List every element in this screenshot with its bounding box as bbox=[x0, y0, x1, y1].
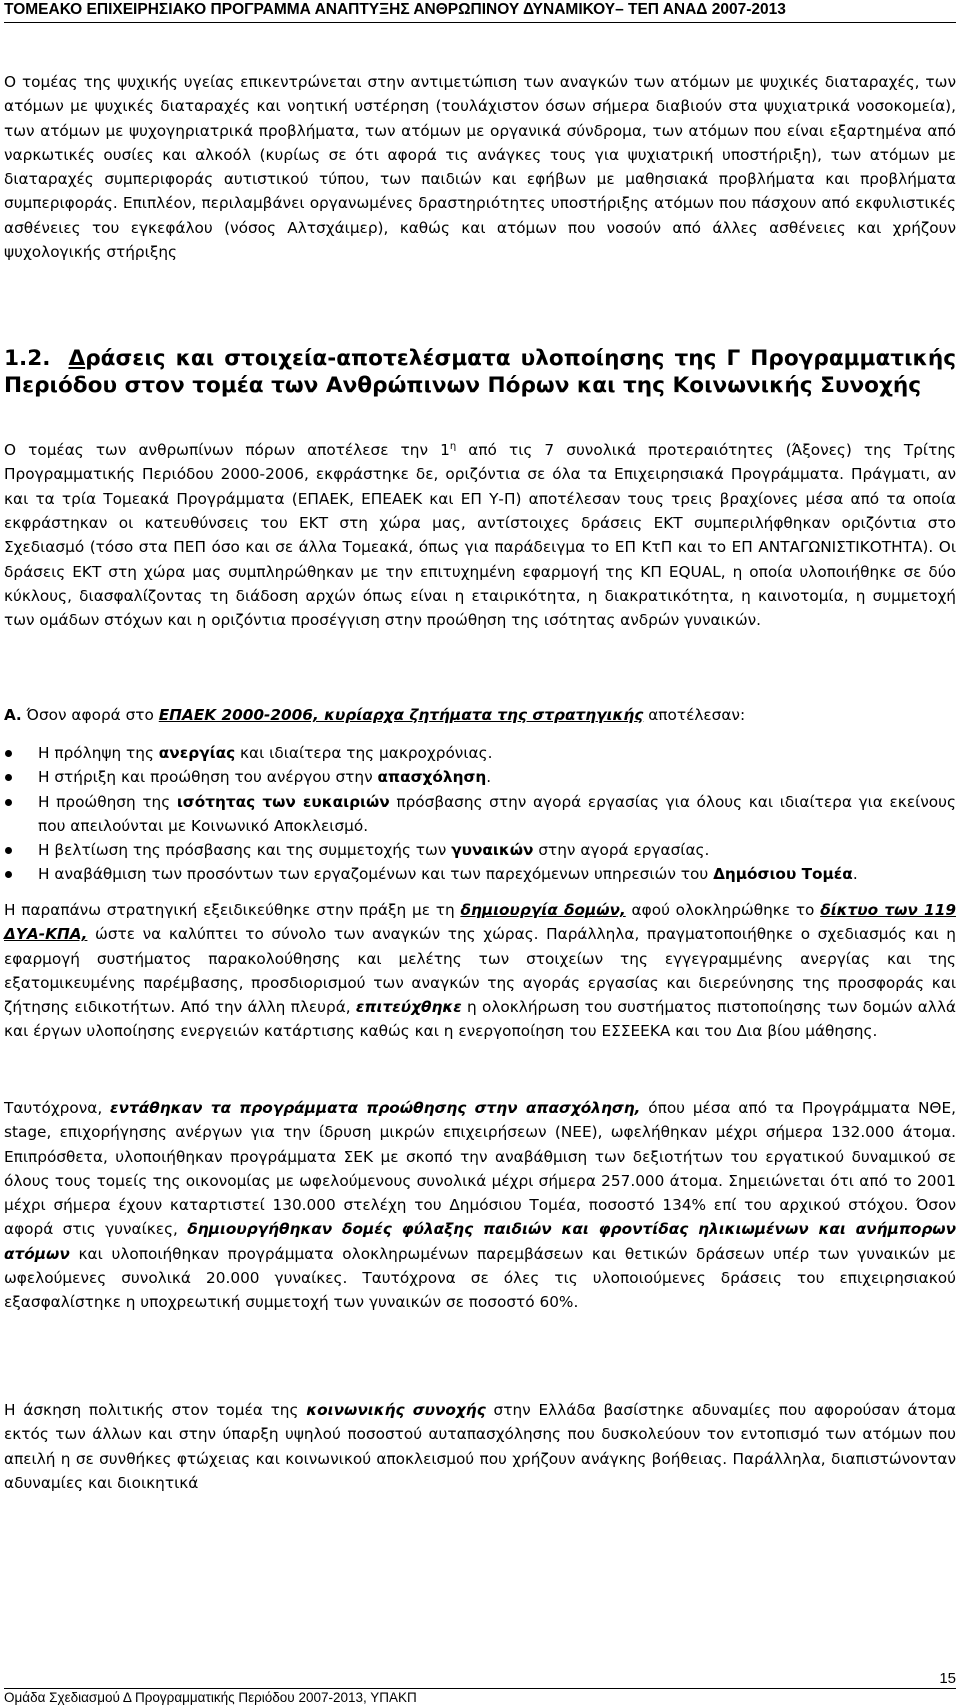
paragraph-mental-health: Ο τομέας της ψυχικής υγείας επικεντρώνεται στην αντιμετώπιση των αναγκών των ατόμων με ψυχικές διαταραχές, των ατόμων με ψυχικές διαταραχές και νοητική υστέρηση (τουλάχιστον όσων σήμερα διαβιούν στα ψυχιατρικά νοσοκομεία), των ατόμων με ψυχογηριατρικά προβλήματα, των ατόμων με οργανικά σύνδρομα, των ατόμων που είναι εξαρτημένα από ναρκωτικές ουσίες και αλκοόλ (κυρίως σε ότι αφορά τις ανάγκες τους για ψυχιατρική υποστήριξη), των ατόμων με διαταραχές συμπεριφοράς αυτιστικού τύπου, των παιδιών και εφήβων με μαθησιακά προβλήματα και προβλήματα συμπεριφοράς. Επιπλέον, περιλαμβάνει οργανωμένες δραστηριότητες υποστήριξης ατόμων που πάσχουν από εκφυλιστικές ασθένειες του εγκεφάλου (νόσος Αλτσχάιμερ), καθώς και ατόμων που νοσούν από άλλες ασθένειες και χρήζουν ψυχολογικής στήριξης bbox=[4, 73, 956, 262]
list-item bbox=[4, 765, 956, 789]
p3-part-a: Η παραπάνω στρατηγική εξειδικεύθηκε στην πράξη με τη bbox=[4, 901, 461, 919]
p2-part-b: από τις 7 συνολικά προτεραιότητες (Άξονες) της Τρίτης Προγραμματικής Περιόδου 2000-2006, εκφράστηκε δε, οριζόντια σε όλα τα Επιχειρησιακά Προγράμματα. Πράγματι, αν και τα τρία Τομεακά Προγράμματα (ΕΠΑΕΚ, ΕΠΕΑΕΚ και ΕΠ Υ-Π) αποτέλεσαν τους τρεις βραχίονες μέσα από τα οποία εκφράστηκαν οι κατευθύνσεις του ΕΚΤ στη χώρα μας, αντίστοιχες δράσεις ΕΚΤ συμπεριλήφθηκαν οριζόντια στο Σχεδιασμό (τόσο στα ΠΕΠ όσο και σε άλλα Τομεακά, όπως για παράδειγμα το ΕΠ ΚτΠ και το ΕΠ ΑΝΤΑΓΩΝΙΣΤΙΚΟΤΗΤΑ). Οι δράσεις ΕΚΤ στη χώρα μας συμπληρώθηκαν με την επιτυχημένη εφαρμογή της ΚΠ EQUAL, η οποία υλοποιήθηκε σε δύο κύκλους, διασφαλίζοντας τη διάδοση αρχών όπως είναι η εταιρικότητα, η διακρατικότητα, η καινοτομία, η συμμετοχή των ομάδων στόχων και η οριζόντια προσέγγιση στην προώθηση της ισότητας ανδρών γυναικών. bbox=[4, 441, 956, 630]
bullet-text: Η αναβάθμιση των προσόντων των εργαζομένων και των παρεχόμενων υπηρεσιών του bbox=[38, 865, 714, 884]
p4-emphasis-1: εντάθηκαν τα προγράμματα προώθησης στην απασχόληση, bbox=[110, 1099, 641, 1117]
list-item bbox=[4, 838, 956, 862]
header-divider bbox=[4, 22, 956, 23]
paragraph-social-cohesion bbox=[4, 1398, 956, 1495]
list-item bbox=[4, 790, 956, 839]
bullet-text: . bbox=[852, 865, 858, 884]
p5-emphasis-1: κοινωνικής συνοχής bbox=[306, 1401, 486, 1419]
footer-divider bbox=[4, 1688, 956, 1689]
strategy-bullet-list bbox=[4, 741, 956, 887]
document-footer: Ομάδα Σχεδιασμού Δ Προγραμματικής Περιόδου 2007-2013, ΥΠΑΚΠ bbox=[4, 1690, 417, 1705]
p3-emphasis-2: δίκτυο των 119 ΔΥΑ-ΚΠΑ, bbox=[4, 901, 956, 944]
p3-emphasis-1: δημιουργία δομών, bbox=[460, 901, 626, 919]
bullet-bold: Δημόσιου Τομέα bbox=[713, 865, 853, 884]
pa-part-b: αποτέλεσαν: bbox=[643, 706, 746, 724]
heading-initial: Δ bbox=[68, 346, 86, 371]
pa-part-a: Όσον αφορά στο bbox=[21, 706, 159, 724]
p3-part-c: ώστε να καλύπτει το σύνολο των αναγκών της χώρας. Παράλληλα, πραγματοποιήθηκε ο σχεδιασμός και η εφαρμογή συστήματος παρακολούθησης και μελέτης των στοιχείων της εγγεγραμμένης ανεργίας και της εξατομικευμένης παρέμβασης, προσδιορισμού των αναγκών της αγοράς εργασίας και διερεύνησης της προσφοράς και ζήτησης ειδικοτήτων. Από την άλλη πλευρά, bbox=[4, 925, 956, 1017]
p4-emphasis-2: δημιουργήθηκαν δομές φύλαξης παιδιών και φροντίδας ηλικιωμένων και ανήμπορων ατόμων bbox=[4, 1220, 956, 1263]
bullet-icon bbox=[5, 871, 12, 878]
bullet-text: Η προώθηση της bbox=[38, 792, 177, 811]
p3-emphasis-3: επιτεύχθηκε bbox=[355, 998, 462, 1017]
bullet-bold: ισότητας των ευκαιριών bbox=[176, 792, 390, 811]
p4-part-b: όπου μέσα από τα Προγράμματα ΝΘΕ, stage, επιχορήγησης ανέργων για την ίδρυση μικρών επιχειρήσεων (ΝΕΕ), ωφελήθηκαν μέχρι σήμερα 132.000 άτομα. Επιπρόσθετα, υλοποιήθηκαν προγράμματα ΣΕΚ με σκοπό την αναβάθμιση των δεξιοτήτων του εργατικού δυναμικού σε όλους τους τομείς της οικονομίας με ωφελούμενους συνολικά μέχρι σήμερα 257.000 άτομα. Σημειώνεται ότι από το 2001 μέχρι σήμερα έχουν καταρτιστεί 130.000 στελέχη του Δημόσιου Τομέα, ποσοστό 134% επί του αρχικού στόχου. Όσον αφορά στις γυναίκες, bbox=[4, 1099, 957, 1239]
p4-part-c: και υλοποιήθηκαν προγράμματα ολοκληρωμένων παρεμβάσεων και θετικών δράσεων υπέρ των γυναικών με ωφελούμενες συνολικά 20.000 γυναίκες. Ταυτόχρονα σε όλες τις υλοποιούμενες δράσεις του επιχειρησιακού εξασφαλίστηκε η υποχρεωτική συμμετοχή των γυναικών σε ποσοστό 60%. bbox=[4, 1244, 956, 1312]
bullet-bold: ανεργίας bbox=[158, 744, 236, 762]
paragraph-human-resources bbox=[4, 435, 956, 632]
bullet-text: πρόσβασης στην αγορά εργασίας για όλους και ιδιαίτερα για εκείνους που απειλούνται με Κοινωνικό Αποκλεισμό. bbox=[38, 792, 956, 835]
p2-part-a: Ο τομέας των ανθρωπίνων πόρων αποτέλεσε την 1 bbox=[4, 441, 450, 460]
p3-part-d: η ολοκλήρωση του συστήματος πιστοποίησης των δομών αλλά και έργων υλοποίησης ενεργειών κατάρτισης καθώς και η ενεργοποίηση του ΕΣΣΕΕΚΑ και του Δια βίου μάθησης. bbox=[4, 998, 956, 1041]
p5-part-b: στην Ελλάδα βασίστηκε αδυναμίες που αφορούσαν άτομα εκτός των άλλων και στην ύπαρξη υψηλού ποσοστού αυταπασχόλησης που δυσκολεύουν τον εντοπισμό των ατόμων που απειλή η σε συνθήκες φτώχειας και κοινωνικού αποκλεισμού που χρήζουν ανάγκης βοήθειας. Παράλληλα, διαπιστώνονταν αδυναμίες και διοικητικά bbox=[4, 1401, 956, 1492]
bullet-text: Η πρόληψη της bbox=[38, 744, 159, 762]
pa-emphasis: ΕΠΑΕΚ 2000-2006, κυρίαρχα ζητήματα της στρατηγικής bbox=[158, 706, 644, 724]
bullet-text: Η βελτίωση της πρόσβασης και της συμμετοχής των bbox=[38, 841, 452, 860]
list-item bbox=[4, 741, 956, 765]
bullet-bold: απασχόληση bbox=[377, 768, 487, 787]
bullet-text: . bbox=[486, 768, 492, 787]
page-number: 15 bbox=[939, 1670, 956, 1687]
bullet-text: Η στήριξη και προώθηση του ανέργου στην bbox=[38, 768, 378, 787]
p2-superscript: η bbox=[449, 441, 457, 452]
section-number: 1.2. bbox=[4, 346, 51, 371]
p3-part-b: αφού ολοκληρώθηκε το bbox=[625, 901, 821, 919]
list-item bbox=[4, 862, 956, 886]
p5-part-a: Η άσκηση πολιτικής στον τομέα της bbox=[4, 1401, 307, 1419]
document-header: ΤΟΜΕΑΚΟ ΕΠΙΧΕΙΡΗΣΙΑΚΟ ΠΡΟΓΡΑΜΜΑ ΑΝΑΠΤΥΞΗΣ ΑΝΘΡΩΠΙΝΟΥ ΔΥΝΑΜΙΚΟΥ– ΤΕΠ ΑΝΑΔ 2007-2013 bbox=[4, 1, 786, 18]
paragraph-employment bbox=[4, 1096, 956, 1315]
bullet-icon bbox=[5, 799, 12, 806]
paragraph-structures bbox=[4, 898, 956, 1044]
section-title: ράσεις και στοιχεία-αποτελέσματα υλοποίησης της Γ Προγραμματικής Περιόδου στον τομέα των Ανθρώπινων Πόρων και της Κοινωνικής Συνοχής bbox=[4, 346, 956, 398]
paragraph-epaek-intro bbox=[4, 703, 956, 727]
bullet-text: στην αγορά εργασίας. bbox=[533, 841, 710, 860]
bullet-text: και ιδιαίτερα της μακροχρόνιας. bbox=[235, 744, 493, 762]
bullet-icon bbox=[5, 750, 12, 757]
bullet-icon bbox=[5, 774, 12, 781]
bullet-icon bbox=[5, 847, 12, 854]
pa-label: Α. bbox=[4, 706, 22, 724]
section-heading bbox=[4, 346, 956, 399]
p4-part-a: Ταυτόχρονα, bbox=[4, 1099, 111, 1117]
bullet-bold: γυναικών bbox=[451, 841, 534, 860]
